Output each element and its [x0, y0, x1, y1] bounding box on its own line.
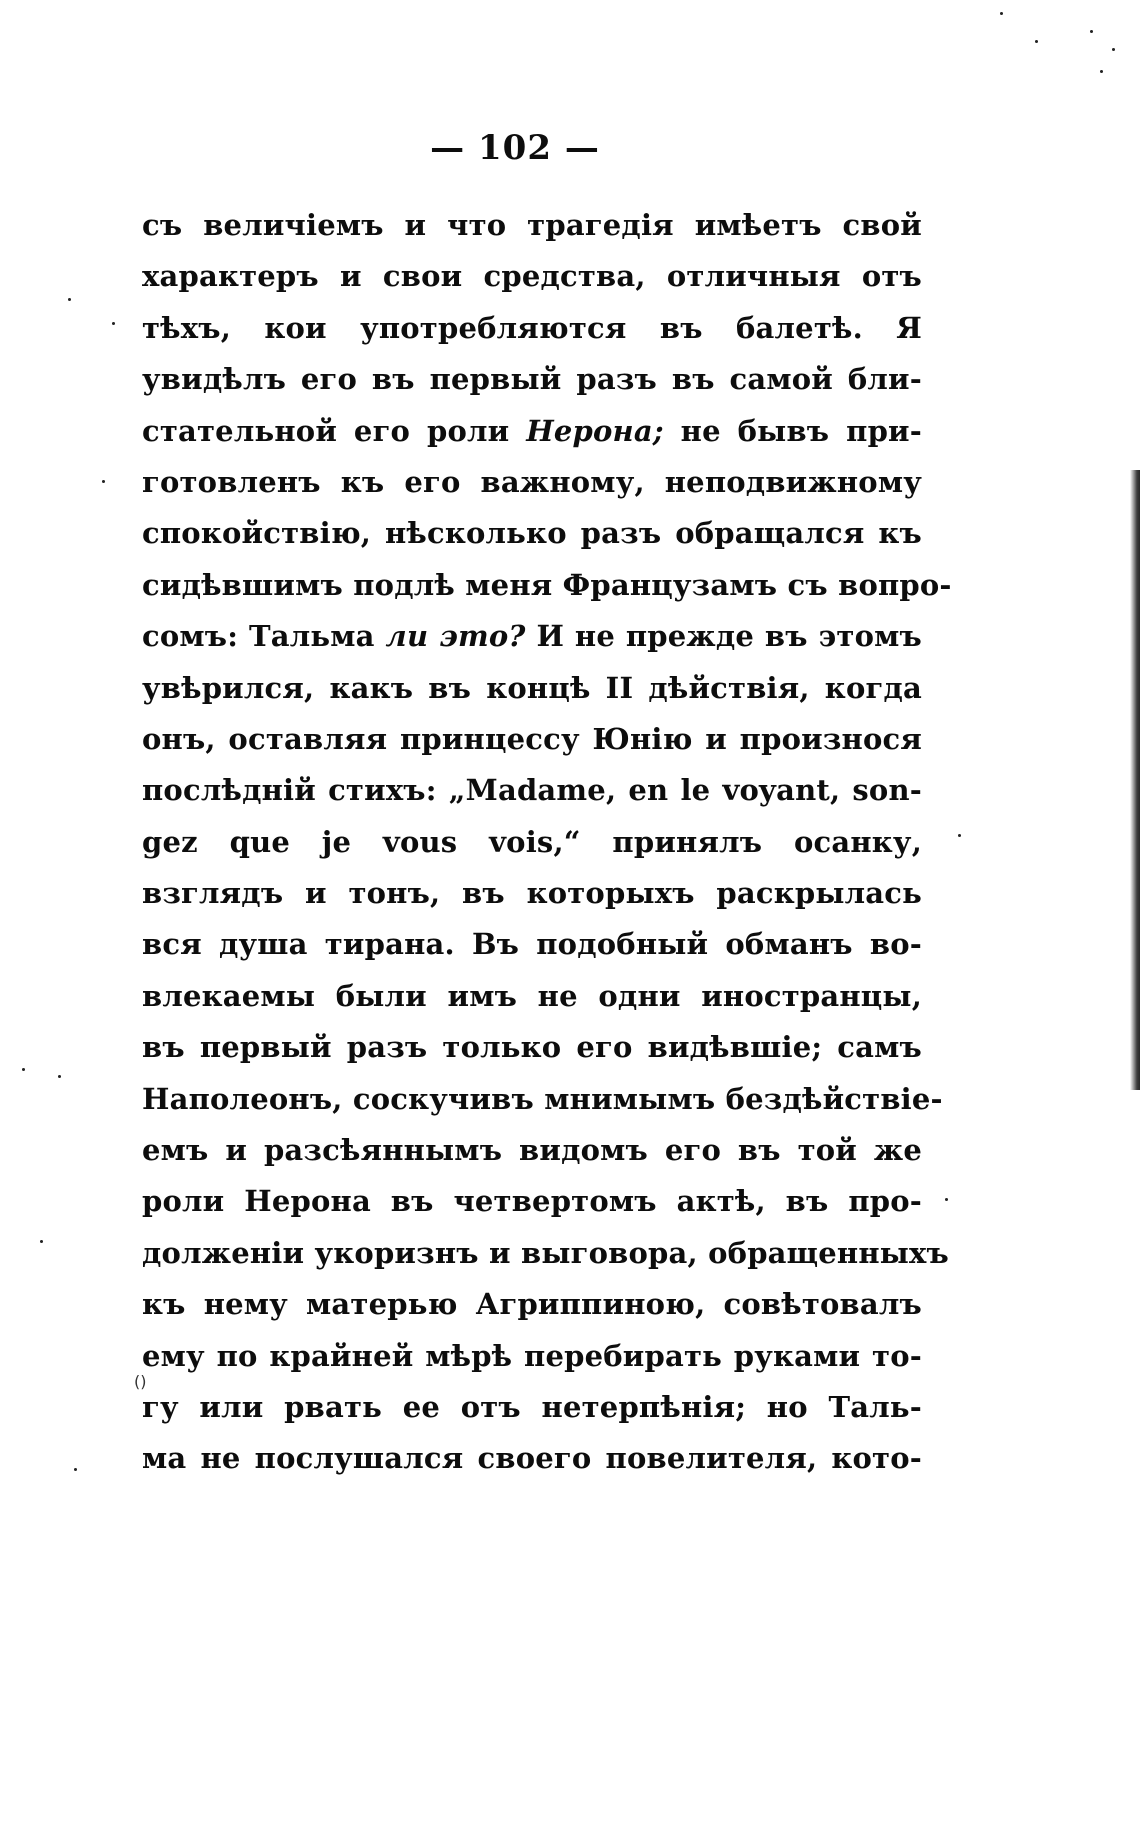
text-line: долженіи укоризнъ и выговора, обращенныхъ — [142, 1235, 949, 1270]
text-line: съ величіемъ и что трагедія имѣетъ свой — [142, 208, 922, 242]
text-line: взглядъ и тонъ, въ которыхъ раскрылась — [142, 876, 922, 911]
scan-speck — [1000, 12, 1003, 15]
scan-speck — [958, 834, 961, 837]
text-line: увидѣлъ его въ первый разъ въ самой бли- — [142, 362, 922, 397]
body-text — [142, 200, 952, 1485]
scan-speck — [74, 1468, 77, 1471]
scan-speck — [40, 1240, 43, 1243]
scan-speck — [1112, 48, 1115, 51]
text-line: увѣрился, какъ въ концѣ II дѣйствія, когда — [142, 670, 922, 705]
text-line: сидѣвшимъ подлѣ меня Французамъ съ вопро- — [142, 567, 952, 602]
binding-shadow — [1130, 470, 1140, 1090]
text-line: gez que je vous vois,“ принялъ осанку, — [142, 824, 922, 859]
page-number: — 102 — — [430, 128, 600, 168]
text-line: вся душа тирана. Въ подобный обманъ во- — [142, 927, 922, 962]
text-line: Наполеонъ, соскучивъ мнимымъ бездѣйствіе- — [142, 1081, 943, 1116]
text-line: онъ, оставляя принцессу Юнію и произнося — [142, 721, 922, 756]
text-line: послѣдній стихъ: „Madame, en le voyant, son- — [142, 773, 922, 808]
text-line: гу или рвать ее отъ нетерпѣнія; но Таль- — [142, 1389, 922, 1424]
scan-speck — [112, 322, 115, 325]
text-line: тѣхъ, кои употребляются въ балетѣ. Я — [142, 310, 922, 345]
text-line: спокойствію, нѣсколько разъ обращался къ — [142, 516, 922, 551]
scan-speck — [102, 480, 105, 483]
italic-word: Нерона; — [526, 413, 664, 448]
text-line: къ нему матерью Агриппиною, совѣтовалъ — [142, 1287, 922, 1322]
text-line: стательной его роли Нерона; не бывъ при- — [142, 413, 922, 448]
scan-speck — [68, 298, 71, 301]
scan-speck — [1090, 30, 1093, 33]
italic-word: ли это? — [385, 619, 526, 654]
margin-mark: () — [134, 1372, 147, 1391]
scan-speck — [1035, 40, 1038, 43]
text-line: роли Нерона въ четвертомъ актѣ, въ про- — [142, 1184, 922, 1219]
text-line: ма не послушался своего повелителя, кото- — [142, 1441, 922, 1476]
scan-speck — [58, 1075, 61, 1078]
text-line: ему по крайней мѣрѣ перебирать руками то- — [142, 1338, 922, 1373]
text-line: въ первый разъ только его видѣвшіе; самъ — [142, 1030, 922, 1065]
text-line: характеръ и свои средства, отличныя отъ — [142, 259, 922, 294]
text-line: влекаемы были имъ не одни иностранцы, — [142, 978, 922, 1013]
text-line: готовленъ къ его важному, неподвижному — [142, 464, 922, 499]
scan-speck — [22, 1068, 25, 1071]
text-line: емъ и разсѣяннымъ видомъ его въ той же — [142, 1133, 922, 1168]
text-line: сомъ: Тальма ли это? И не прежде въ этомъ — [142, 619, 922, 654]
scan-speck — [1100, 70, 1103, 73]
scan-speck — [945, 1198, 948, 1201]
